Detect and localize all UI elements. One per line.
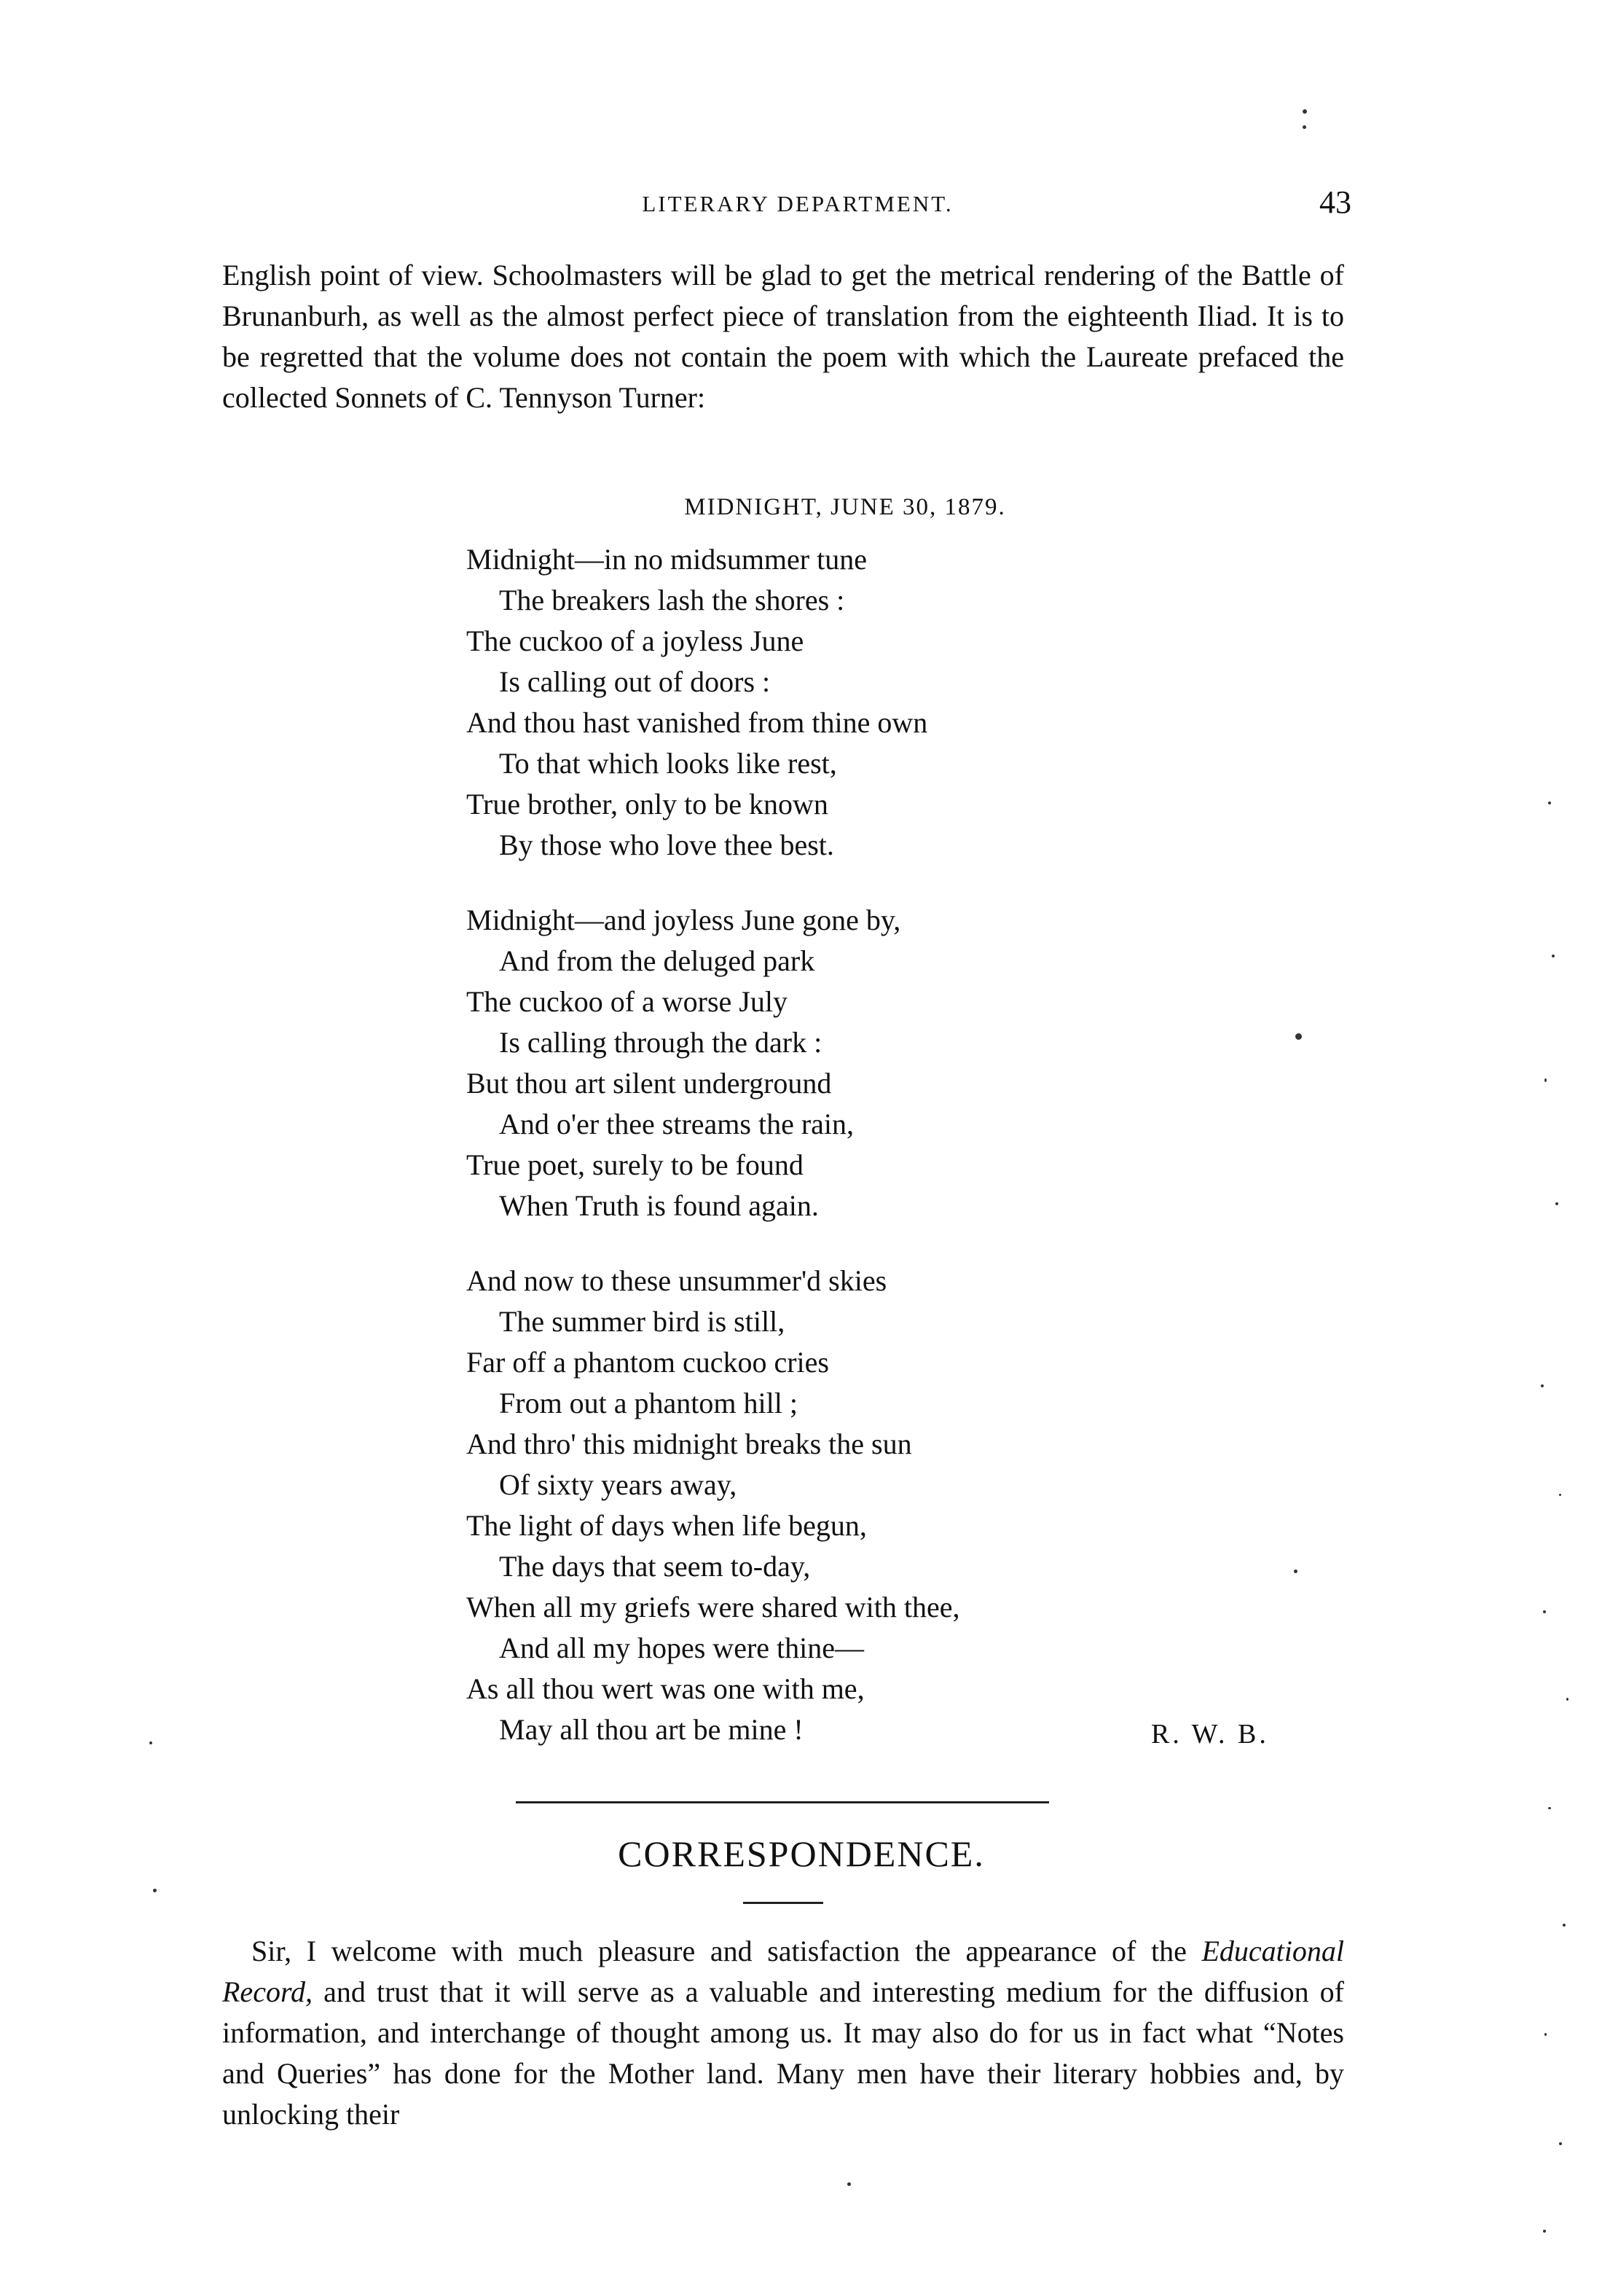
poem-line: The cuckoo of a joyless June [466,624,804,657]
poem-line: May all thou art be mine ! [499,1713,804,1746]
poem-line: And o'er thee streams the rain, [499,1108,855,1140]
poem-line: The breakers lash the shores : [499,584,845,616]
poem-line: True brother, only to be known [466,788,828,820]
correspondence-heading: CORRESPONDENCE. [618,1833,985,1874]
poem-line: The summer bird is still, [499,1305,785,1338]
poem-line: And thou hast vanished from thine own [466,706,928,739]
poem-line: From out a phantom hill ; [499,1387,798,1419]
poem-line: The cuckoo of a worse July [466,985,788,1018]
poem-line: Midnight—and joyless June gone by, [466,904,901,936]
poem-line: But thou art silent underground [466,1067,832,1100]
page-number: 43 [1319,184,1351,220]
correspondence-text-start: Sir, I welcome with much pleasure and satisfaction the appearance of the [251,1935,1202,1967]
poem-line: And now to these unsummer'd skies [466,1264,887,1297]
poem-line: The days that seem to-day, [499,1550,811,1583]
poem-line: Of sixty years away, [499,1468,737,1501]
poem-line: Midnight—in no midsummer tune [466,543,867,576]
intro-text: English point of view. Schoolmasters will be glad to get the metrical rendering of the Battle of Brunanburh, as well as the almost perfect piece of translation from the eighteenth Iliad. It is to be regretted that the volume does not contain the poem with which the Laureate prefaced the collected Sonnets of C. Tennyson Turner: [222,259,1344,414]
running-title: LITERARY DEPARTMENT. [642,191,954,216]
intro-paragraph [222,255,1344,418]
correspondence-paragraph [222,1931,1344,2135]
poem-line: And all my hopes were thine— [499,1631,864,1664]
poem-line: Is calling through the dark : [499,1026,822,1059]
running-head [222,184,1351,235]
section-divider [516,1801,1049,1803]
poem-line: By those who love thee best. [499,828,834,861]
poem-line: Far off a phantom cuckoo cries [466,1346,829,1379]
poem-line: To that which looks like rest, [499,747,837,780]
poem-stanza-2 [466,900,1340,1226]
poem-signature: R. W. B. [1151,1719,1269,1750]
publication-title: Educational Record, [222,1935,1344,2008]
poem-title: MIDNIGHT, JUNE 30, 1879. [684,494,1006,520]
poem-line: And thro' this midnight breaks the sun [466,1427,912,1460]
poem-line: As all thou wert was one with me, [466,1672,865,1705]
correspondence-text [222,1931,1344,2135]
correspondence-text-rest: and trust that it will serve as a valuable and interesting medium for the diffusion of information, and interchange of thought among us. It may also do for us in fact what “Notes and Queries” has done for the Mother land. Many men have their literary hobbies and, by unlocking their [222,1975,1344,2131]
poem-line: When Truth is found again. [499,1189,819,1222]
heading-underline [743,1902,823,1904]
poem-line: When all my griefs were shared with thee, [466,1591,960,1623]
poem-line: The light of days when life begun, [466,1509,867,1542]
poem-stanza-1 [466,539,1340,866]
poem-line: And from the deluged park [499,944,815,977]
poem-stanza-3 [466,1261,1340,1750]
poem-line: Is calling out of doors : [499,665,771,698]
poem-line: True poet, surely to be found [466,1148,804,1181]
